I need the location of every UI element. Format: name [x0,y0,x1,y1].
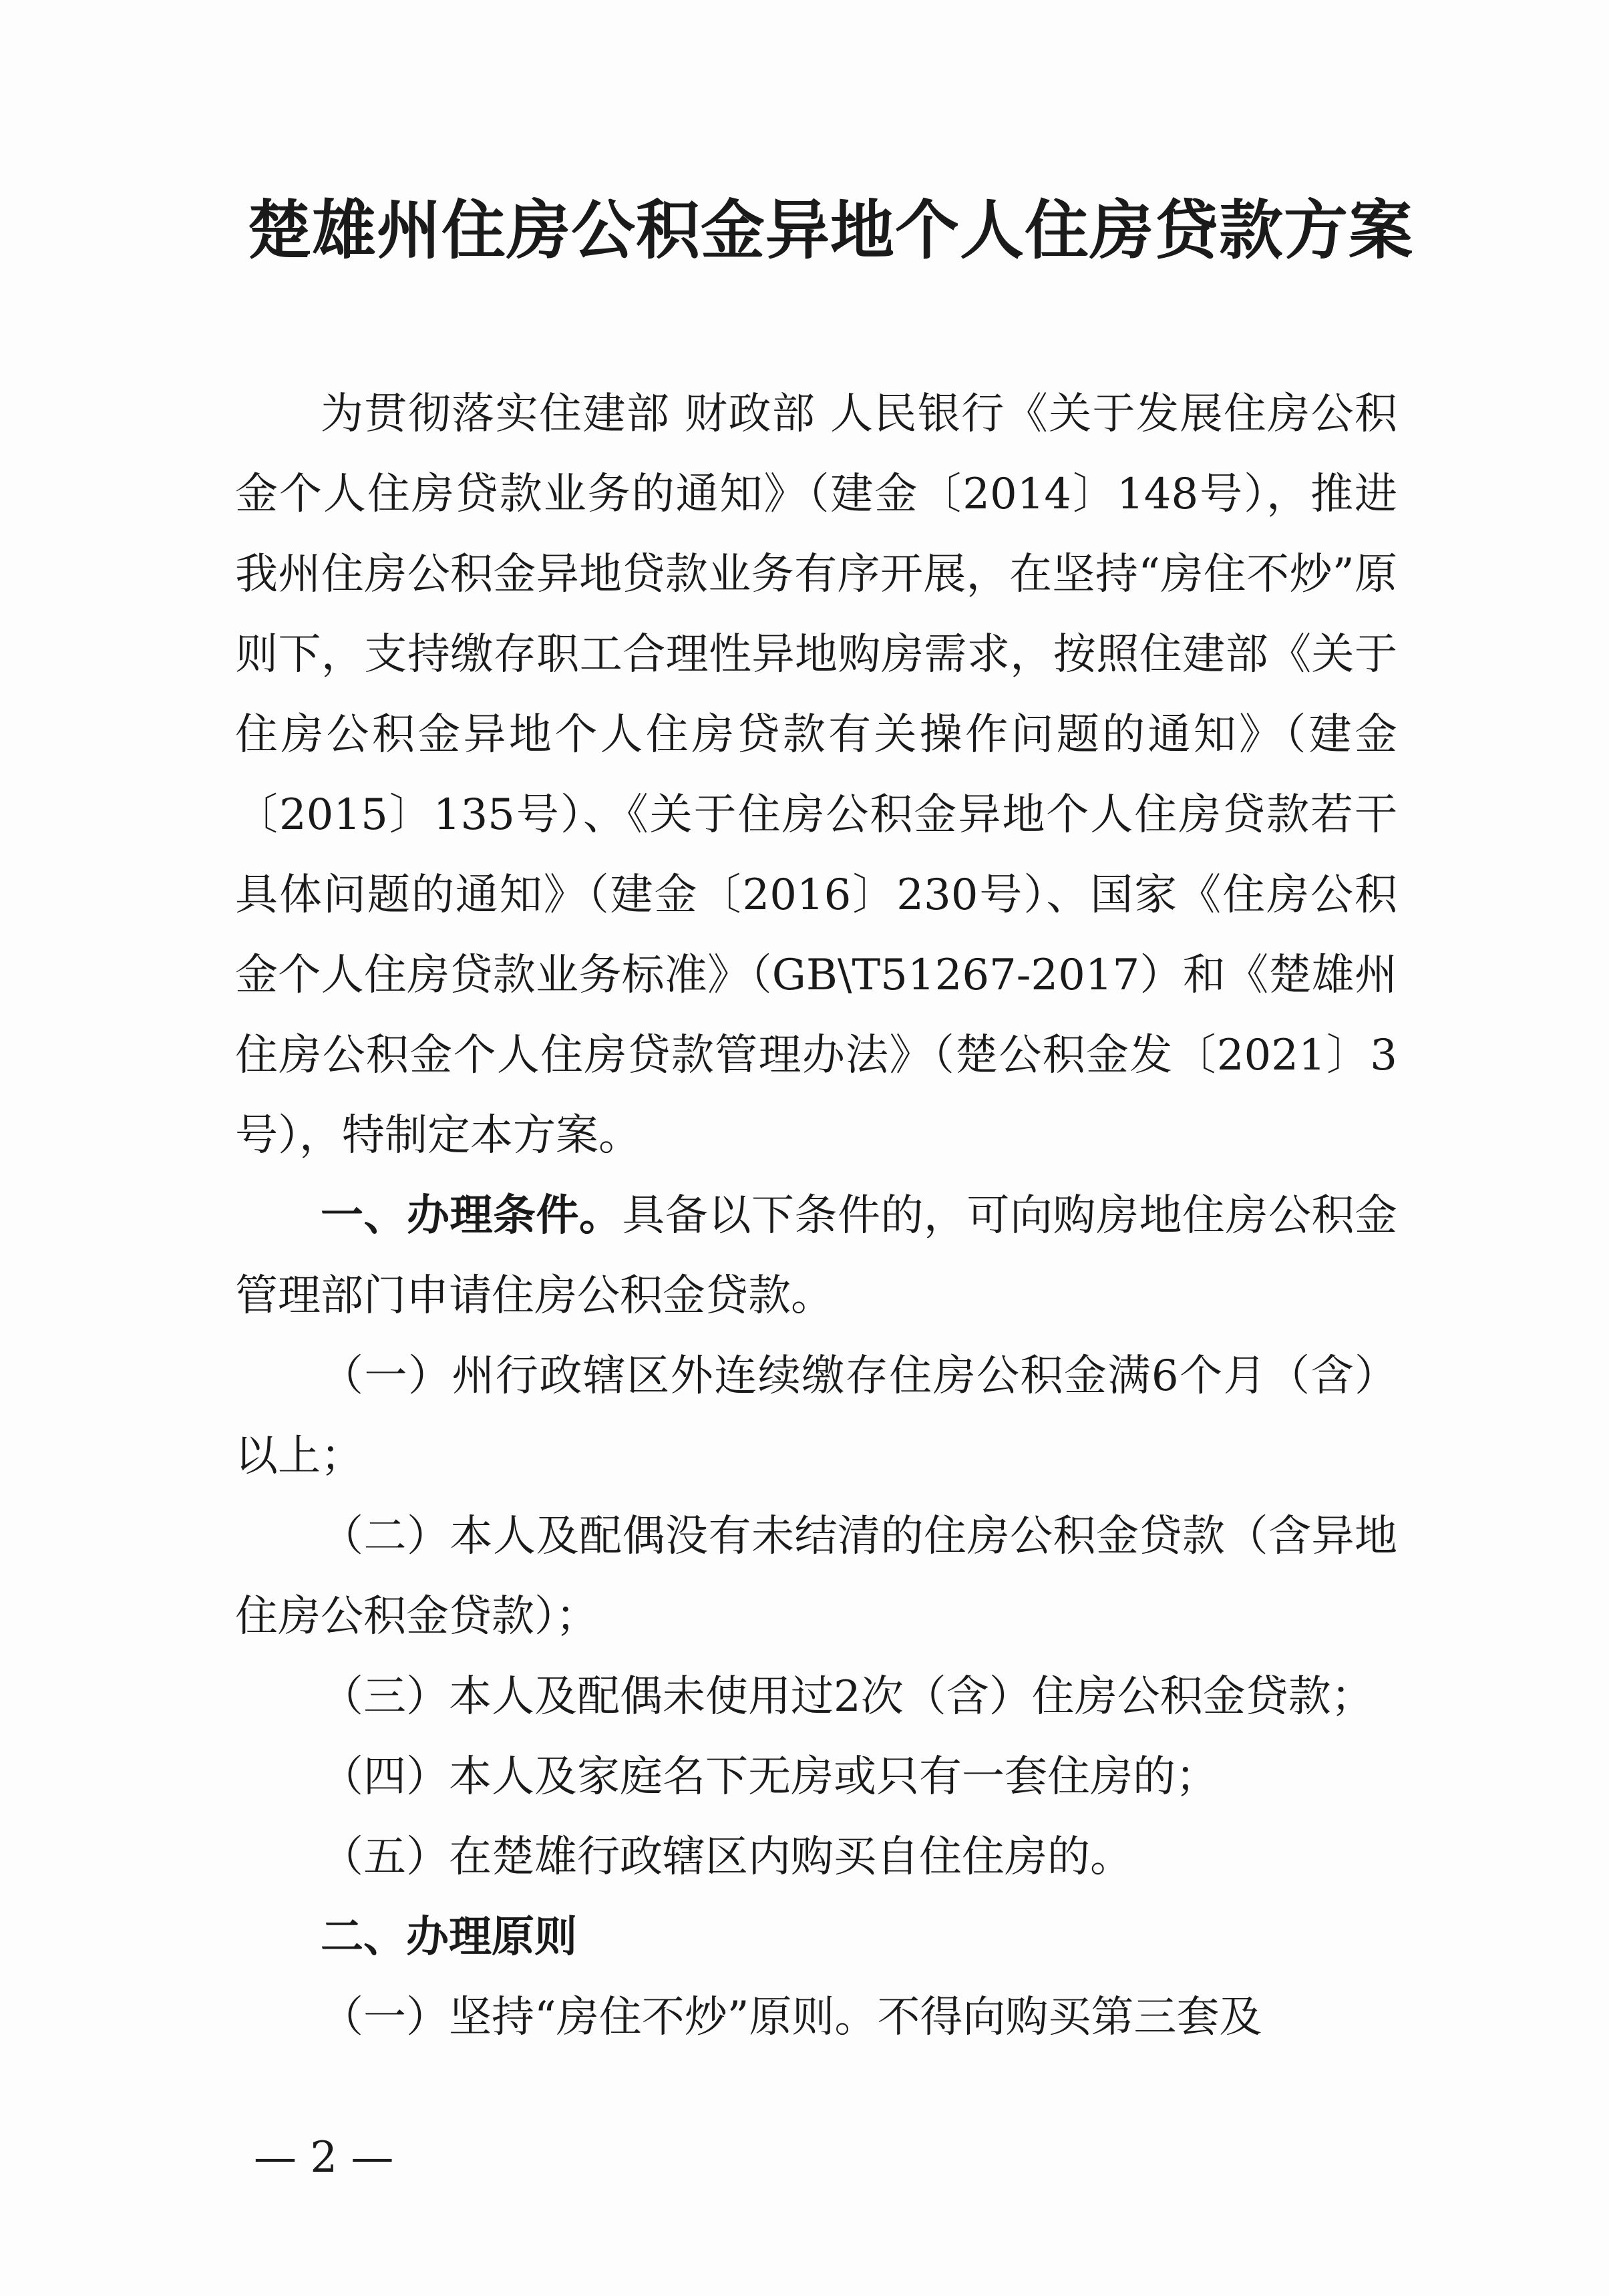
document-body [235,374,1397,2058]
section-1-item-4: （四）本人及家庭名下无房或只有一套住房的； [321,1752,1218,1802]
section-1-text: 具备以下条件的，可向购房地住房公积金管理部门申请住房公积金贷款。 [235,1191,1397,1321]
section-1-item-2: （二）本人及配偶没有未结清的住房公积金贷款（含异地住房公积金贷款）； [235,1512,1397,1641]
page-number: — 2 — [254,2133,394,2182]
section-2-item-1: （一）坚持“房住不炒”原则。不得向购买第三套及 [321,1993,1262,2042]
document-title: 楚雄州住房公积金异地个人住房贷款方案 [247,192,1413,268]
section-2-heading: 二、办理原则 [321,1913,577,1962]
section-1-item-5: （五）在楚雄行政辖区内购买自住住房的。 [321,1832,1133,1882]
intro-paragraph: 为贯彻落实住建部 财政部 人民银行《关于发展住房公积金个人住房贷款业务的通知》（建金〔2014〕148号），推进我州住房公积金异地贷款业务有序开展，在坚持“房住不炒”原则下，支持缴存职工合理性异地购房需求，按照住建部《关于住房公积金异地个人住房贷款有关操作问题的通知》（建金〔2015〕135号）、《关于住房公积金异地个人住房贷款若干具体问题的通知》（建金〔2016〕230号）、国家《住房公积金个人住房贷款业务标准》（GB\T51267-2017）和《楚雄州住房公积金个人住房贷款管理办法》（楚公积金发〔2021〕3号），特制定本方案。 [235,389,1397,1160]
section-1-heading: 一、办理条件。 [321,1191,622,1241]
section-1-paragraph [235,1176,1397,1336]
section-1-item-3: （三）本人及配偶未使用过2次（含）住房公积金贷款； [321,1672,1374,1721]
section-1-item-1: （一）州行政辖区外连续缴存住房公积金满6个月（含）以上； [235,1351,1397,1481]
